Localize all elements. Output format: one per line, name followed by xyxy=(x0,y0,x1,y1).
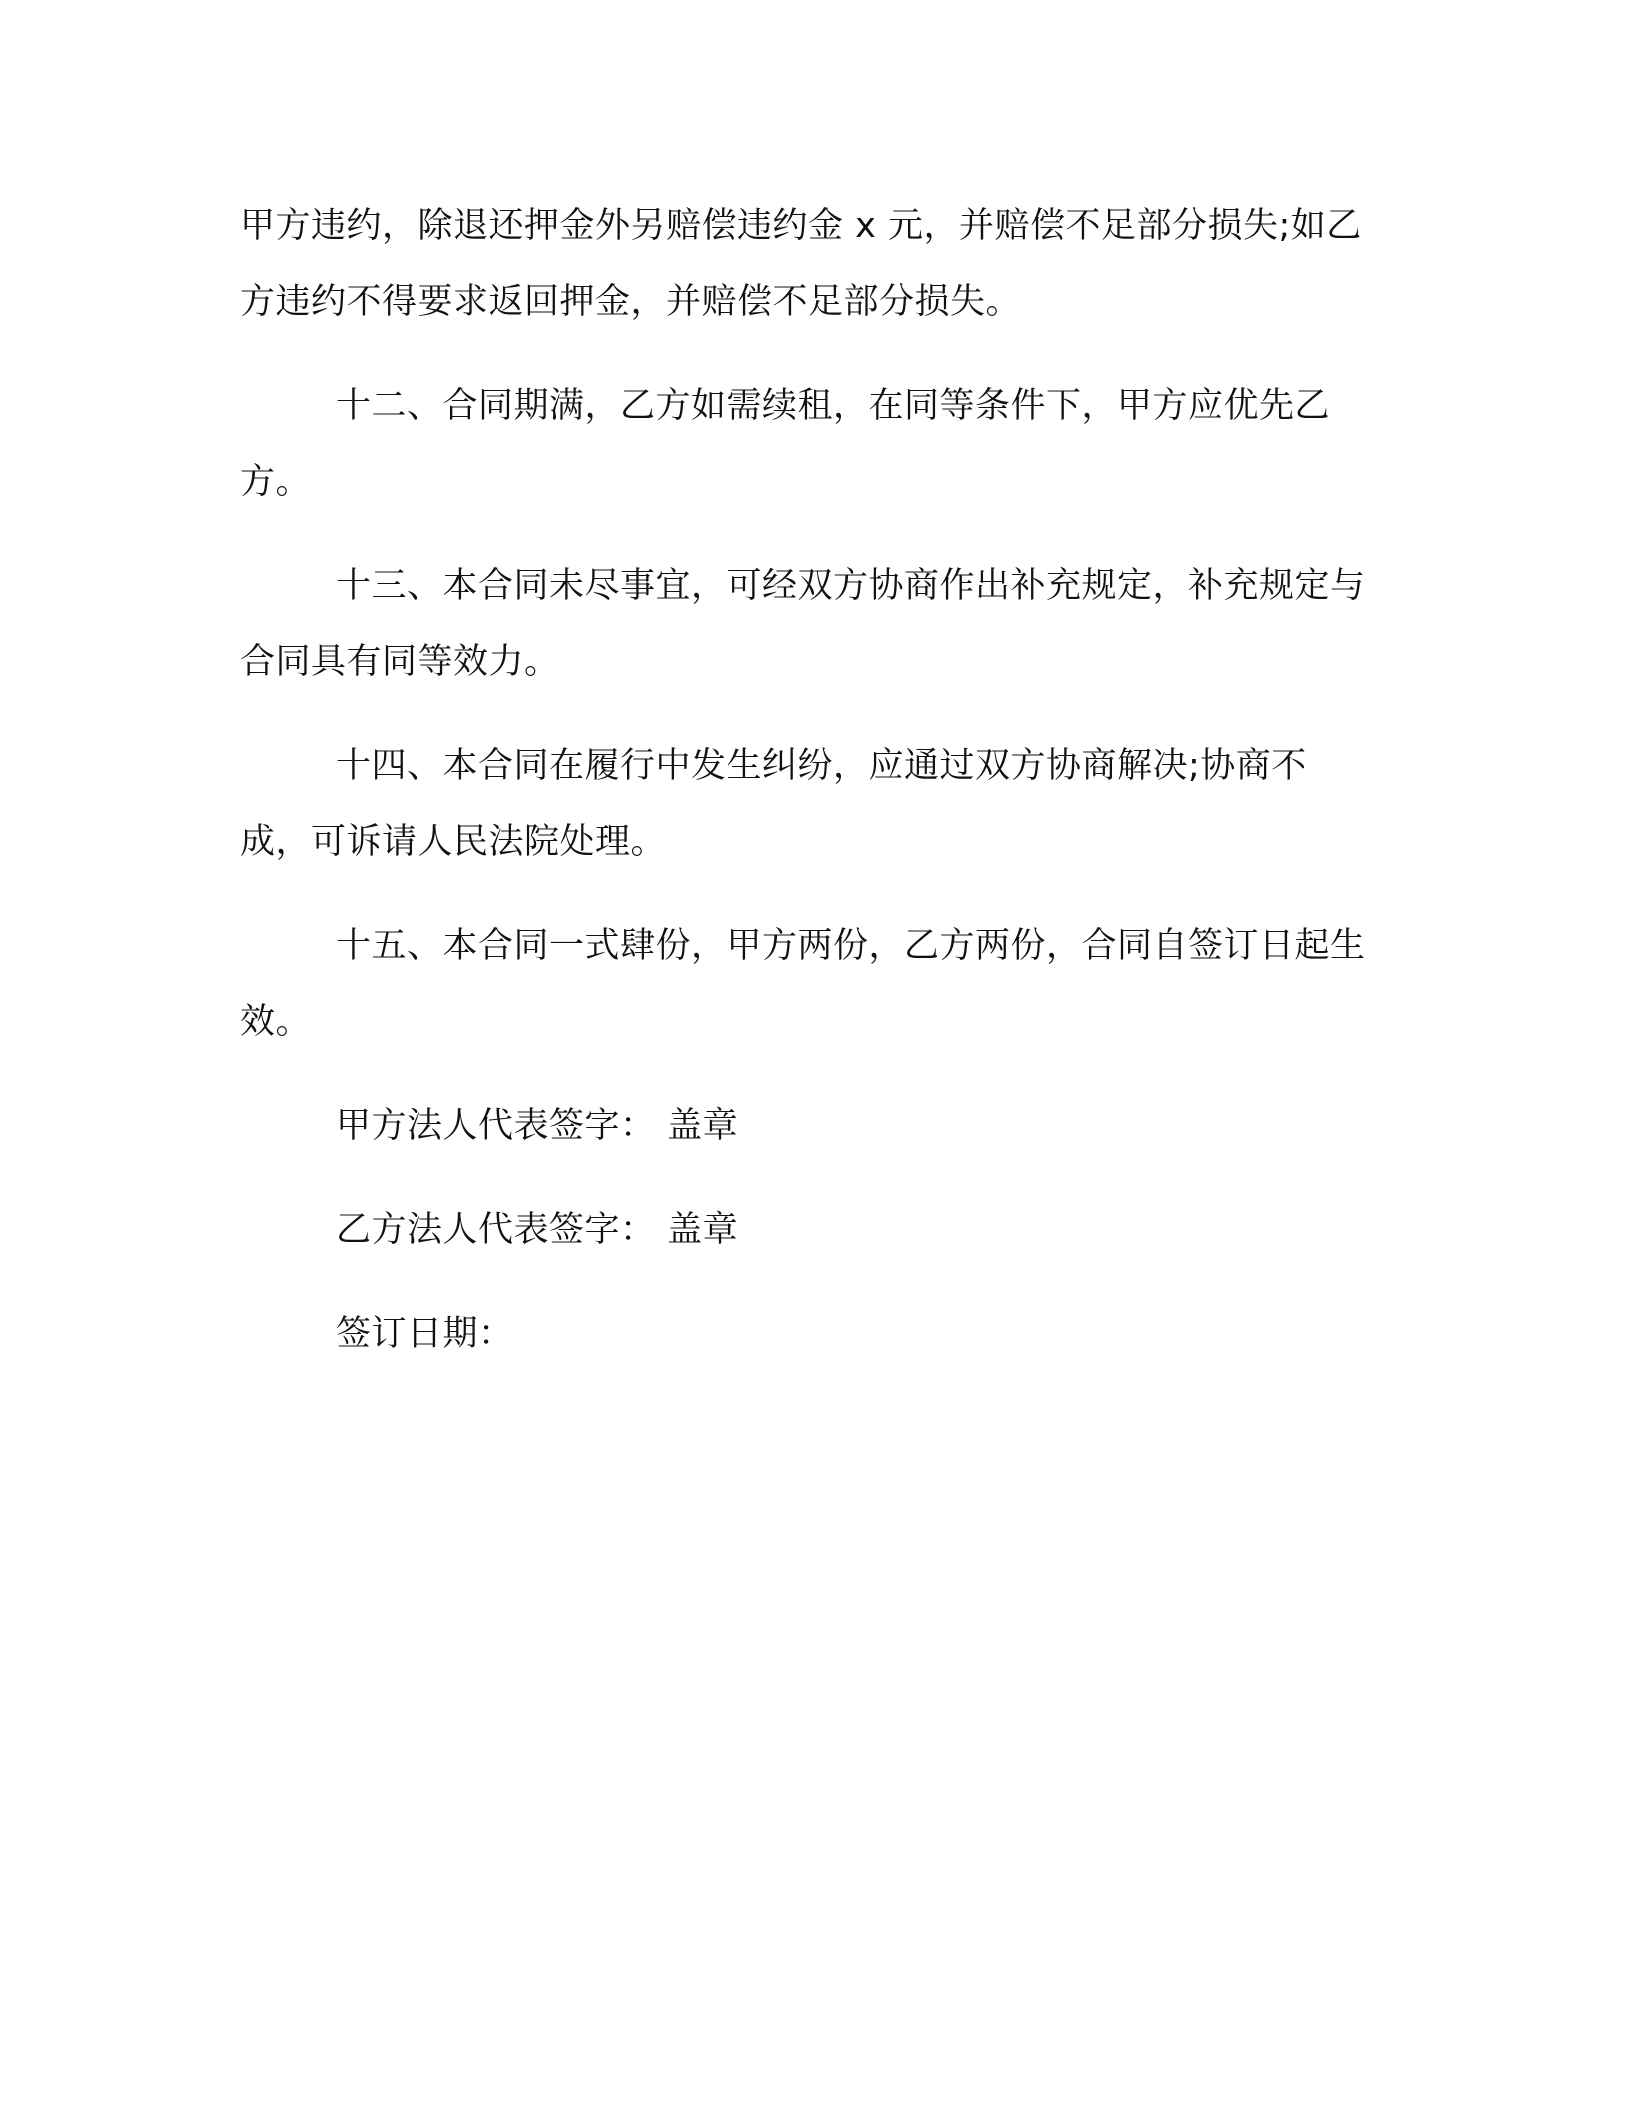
paragraph-breach-clause: 甲方违约，除退还押金外另赔偿违约金 x 元，并赔偿不足部分损失;如乙方违约不得要求返回押金，并赔偿不足部分损失。 xyxy=(240,206,1362,322)
document-body xyxy=(240,188,1375,1400)
paragraph-clause-15: 十五、本合同一式肆份，甲方两份，乙方两份，合同自签订日起生效。 xyxy=(240,926,1366,1042)
paragraph-clause-13: 十三、本合同未尽事宜，可经双方协商作出补充规定，补充规定与合同具有同等效力。 xyxy=(240,566,1366,682)
paragraph-clause-14: 十四、本合同在履行中发生纠纷，应通过双方协商解决;协商不成，可诉请人民法院处理。 xyxy=(240,746,1307,862)
signature-party-b: 乙方法人代表签字： 盖章 xyxy=(336,1210,739,1250)
paragraph-clause-12: 十二、合同期满，乙方如需续租，在同等条件下，甲方应优先乙方。 xyxy=(240,386,1331,502)
signature-party-a: 甲方法人代表签字： 盖章 xyxy=(336,1106,739,1146)
signing-date: 签订日期： xyxy=(336,1314,514,1354)
